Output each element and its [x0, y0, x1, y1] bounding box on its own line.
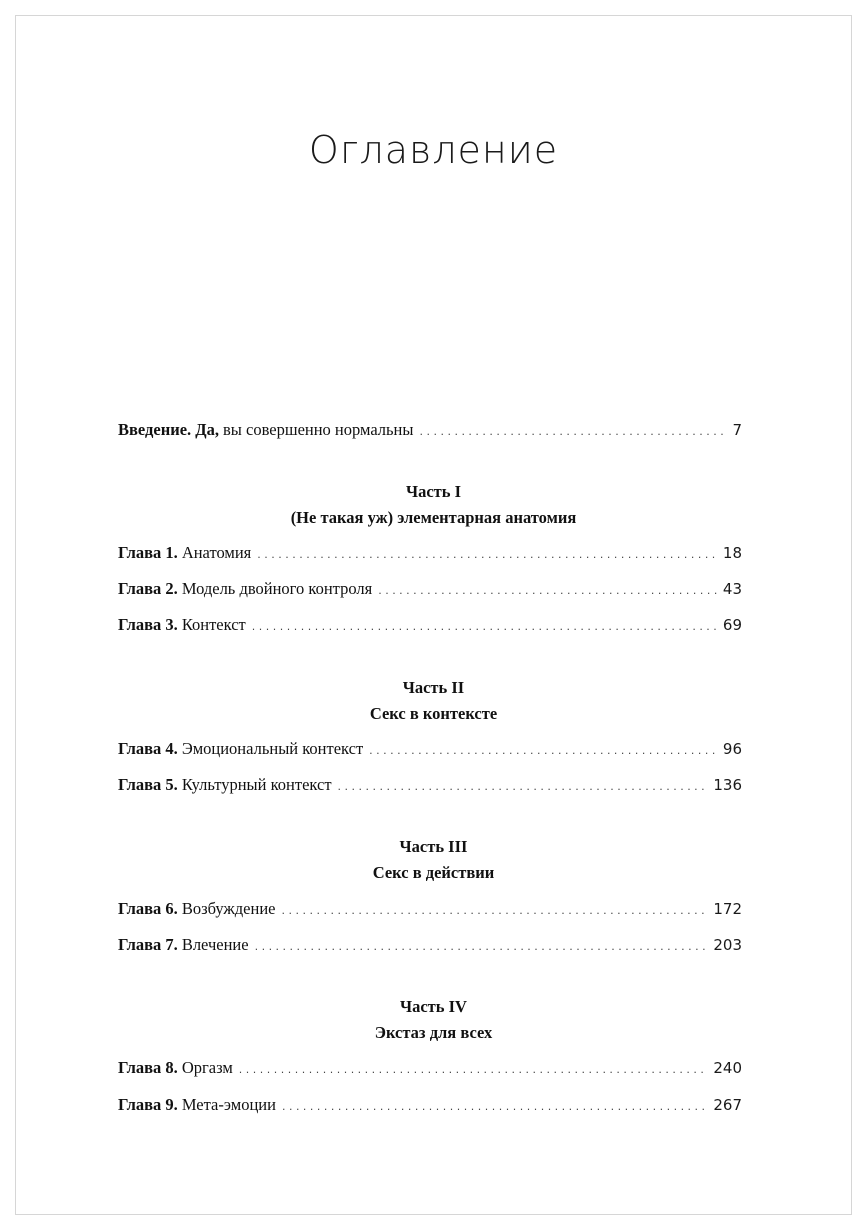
toc-entry-chapter-5[interactable] — [118, 775, 742, 799]
entry-title: Оргазм — [181, 1058, 233, 1077]
entry-page: 203 — [713, 936, 742, 954]
entry-number: Глава 8. — [118, 1058, 178, 1077]
entry-number: Глава 6. — [118, 899, 178, 918]
entry-page: 7 — [732, 421, 742, 439]
entry-page: 240 — [713, 1059, 742, 1077]
entry-number: Глава 2. — [118, 579, 178, 598]
entry-number: Глава 9. — [118, 1095, 178, 1114]
entry-title: Культурный контекст — [181, 775, 332, 794]
toc-entry-chapter-9[interactable] — [118, 1095, 742, 1119]
part-title: Экстаз для всех — [374, 1023, 493, 1042]
dot-leader — [378, 584, 717, 597]
entry-number: Глава 3. — [118, 615, 178, 634]
dot-leader — [282, 1100, 707, 1113]
entry-number: Глава 1. — [118, 543, 178, 562]
entry-number: Глава 4. — [118, 739, 178, 758]
dot-leader — [369, 744, 717, 757]
entry-title: вы совершенно нормальны — [223, 420, 414, 439]
entry-page: 172 — [713, 900, 742, 918]
dot-leader — [282, 904, 708, 917]
part-title: Секс в действии — [372, 863, 495, 882]
dot-leader — [257, 548, 717, 561]
entry-title: Эмоциональный контекст — [181, 739, 364, 758]
entry-title: Анатомия — [181, 543, 252, 562]
toc-entry-chapter-7[interactable] — [118, 935, 742, 959]
part-label: Часть III — [399, 837, 468, 856]
dot-leader — [338, 780, 708, 793]
entry-title: Мета-эмоции — [181, 1095, 276, 1114]
dot-leader — [255, 940, 708, 953]
toc-entry-intro[interactable] — [118, 420, 742, 444]
entry-number: Глава 7. — [118, 935, 178, 954]
dot-leader — [419, 425, 726, 438]
toc-entry-chapter-2[interactable] — [118, 579, 742, 603]
entry-page: 96 — [722, 740, 742, 758]
entry-number: Введение. Да, — [118, 420, 220, 439]
page-title: Оглавление — [308, 128, 559, 172]
entry-title: Модель двойного контроля — [181, 579, 373, 598]
entry-title: Возбуждение — [181, 899, 276, 918]
part-title: Секс в контексте — [369, 704, 498, 723]
toc-entry-chapter-8[interactable] — [118, 1058, 742, 1082]
toc-entry-chapter-4[interactable] — [118, 739, 742, 763]
toc-entry-chapter-1[interactable] — [118, 543, 742, 567]
dot-leader — [239, 1063, 708, 1076]
part-title: (Не такая уж) элементарная анатомия — [290, 508, 577, 527]
entry-page: 69 — [722, 616, 742, 634]
entry-page: 267 — [713, 1096, 742, 1114]
entry-page: 136 — [713, 776, 742, 794]
entry-page: 43 — [722, 580, 742, 598]
toc-entry-chapter-6[interactable] — [118, 899, 742, 923]
entry-number: Глава 5. — [118, 775, 178, 794]
entry-page: 18 — [722, 544, 742, 562]
entry-title: Влечение — [181, 935, 249, 954]
toc-entry-chapter-3[interactable] — [118, 615, 742, 639]
part-label: Часть I — [405, 482, 462, 501]
part-label: Часть IV — [400, 997, 467, 1016]
entry-title: Контекст — [181, 615, 246, 634]
dot-leader — [252, 620, 717, 633]
part-label: Часть II — [402, 678, 465, 697]
